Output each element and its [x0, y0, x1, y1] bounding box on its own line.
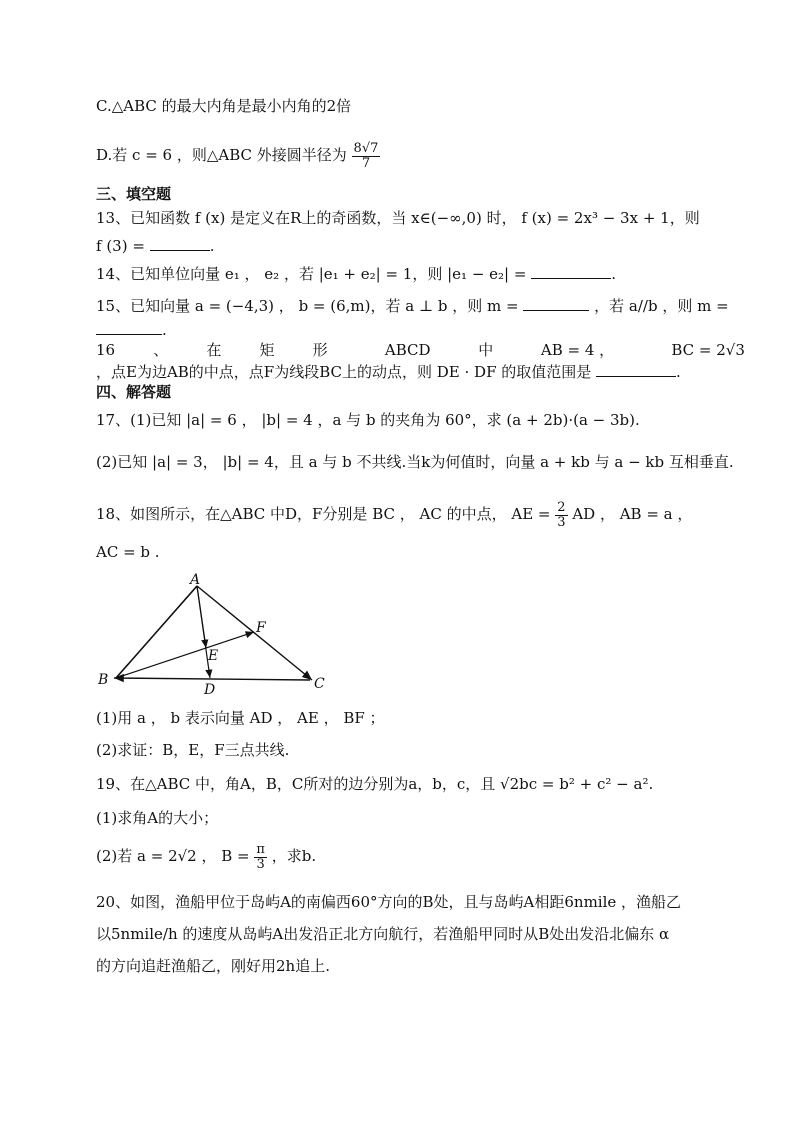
label-b: B	[98, 672, 109, 688]
edge-ac	[197, 586, 312, 680]
label-f: F	[256, 620, 266, 636]
problem-16-line1: 16 、 在 矩 形 ABCD 中 AB = 4 ， BC = 2√3	[96, 341, 745, 359]
problem-18-fraction	[555, 501, 567, 530]
problem-18-text-pre: 18、如图所示，在△ABC 中D，F分别是 BC ， AC 的中点， AE =	[96, 505, 551, 523]
problem-18-line1	[96, 494, 706, 534]
problem-16-blank	[596, 362, 676, 377]
vector-ae	[197, 586, 206, 648]
problem-13-end: .	[209, 237, 215, 255]
problem-20-line1: 20、如图，渔船甲位于岛屿A的南偏西60°方向的B处，且与岛屿A相距6nmile ，渔船乙	[96, 893, 682, 911]
problem-15-blank2	[96, 320, 162, 335]
problem-19-frac-num: π	[256, 841, 265, 857]
section-answer-heading: 四、解答题	[96, 383, 172, 401]
label-a: A	[190, 572, 201, 588]
problem-17-part2: (2)已知 |a| = 3， |b| = 4，且 a 与 b 不共线.当k为何值时，向量 a + kb 与 a − kb 互相垂直.	[96, 453, 734, 471]
problem-15-text-a: 15、已知向量 a = (−4,3) ， b = (6,m)，若 a ⊥ b ，则 m =	[96, 297, 519, 315]
problem-19-question1: (1)求角A的大小；	[96, 809, 219, 827]
problem-15-line2	[96, 320, 706, 340]
problem-13-lhs: f (3) =	[96, 237, 145, 255]
problem-19-frac-den: 3	[256, 856, 265, 872]
edge-cb	[114, 678, 310, 680]
label-e: E	[208, 648, 219, 664]
problem-16-text: ，点E为边AB的中点，点F为线段BC上的动点，则 DE · DF 的取值范围是	[96, 363, 592, 381]
section-fill-blank-heading: 三、填空题	[96, 185, 172, 203]
problem-14-blank	[531, 264, 611, 279]
problem-18-text-post: AD ， AB = a ，	[572, 505, 693, 523]
triangle-figure	[92, 572, 342, 700]
label-d: D	[204, 682, 216, 698]
option-d-text: D.若 c = 6 ，则△ABC 外接圆半径为	[96, 146, 347, 164]
problem-19-question2	[96, 836, 706, 876]
problem-18-frac-den: 3	[557, 514, 566, 530]
problem-16-line2	[96, 362, 706, 382]
problem-18-frac-num: 2	[557, 499, 566, 515]
option-d	[96, 132, 706, 178]
option-d-fraction	[352, 142, 381, 171]
problem-18-line2: AC = b .	[96, 543, 160, 561]
problem-19-q2-pre: (2)若 a = 2√2 ， B =	[96, 847, 250, 865]
problem-14	[96, 264, 706, 284]
problem-18-question1: (1)用 a ， b 表示向量 AD ， AE ， BF ；	[96, 709, 385, 727]
option-d-denominator: 7	[361, 155, 371, 171]
problem-13-line2	[96, 236, 706, 256]
problem-20-line3: 的方向追赶渔船乙，刚好用2h追上.	[96, 957, 330, 975]
problem-19-fraction	[254, 843, 267, 872]
problem-15-end: .	[162, 321, 167, 339]
problem-14-end: .	[611, 265, 617, 283]
problem-15-line1	[96, 296, 729, 316]
problem-17-part1: 17、(1)已知 |a| = 6 ， |b| = 4 ，a 与 b 的夹角为 60°，求 (a + 2b)·(a − 3b).	[96, 411, 640, 429]
problem-19: 19、在△ABC 中，角A，B，C所对的边分别为a，b，c，且 √2bc = b² + c² − a².	[96, 775, 654, 793]
problem-20-line2: 以5nmile/h 的速度从岛屿A出发沿正北方向航行，若渔船甲同时从B处出发沿北偏东 α	[96, 925, 670, 943]
problem-13-line1: 13、已知函数 f (x) 是定义在R上的奇函数，当 x∈(−∞,0) 时， f (x) = 2x³ − 3x + 1，则	[96, 209, 700, 227]
problem-14-text: 14、已知单位向量 e₁ ， e₂ ，若 |e₁ + e₂| = 1，则 |e₁ − e₂| =	[96, 265, 527, 283]
problem-16-end: .	[676, 363, 681, 381]
label-c: C	[314, 676, 325, 692]
problem-13-blank	[150, 236, 210, 251]
problem-15-text-b: ，若 a//b ，则 m =	[594, 297, 729, 315]
problem-19-q2-post: ，求b.	[271, 847, 317, 865]
problem-15-blank1	[523, 296, 589, 311]
option-c: C.△ABC 的最大内角是最小内角的2倍	[96, 97, 352, 115]
option-d-numerator: 8√7	[353, 140, 379, 156]
problem-18-question2: (2)求证：B，E，F三点共线.	[96, 741, 290, 759]
